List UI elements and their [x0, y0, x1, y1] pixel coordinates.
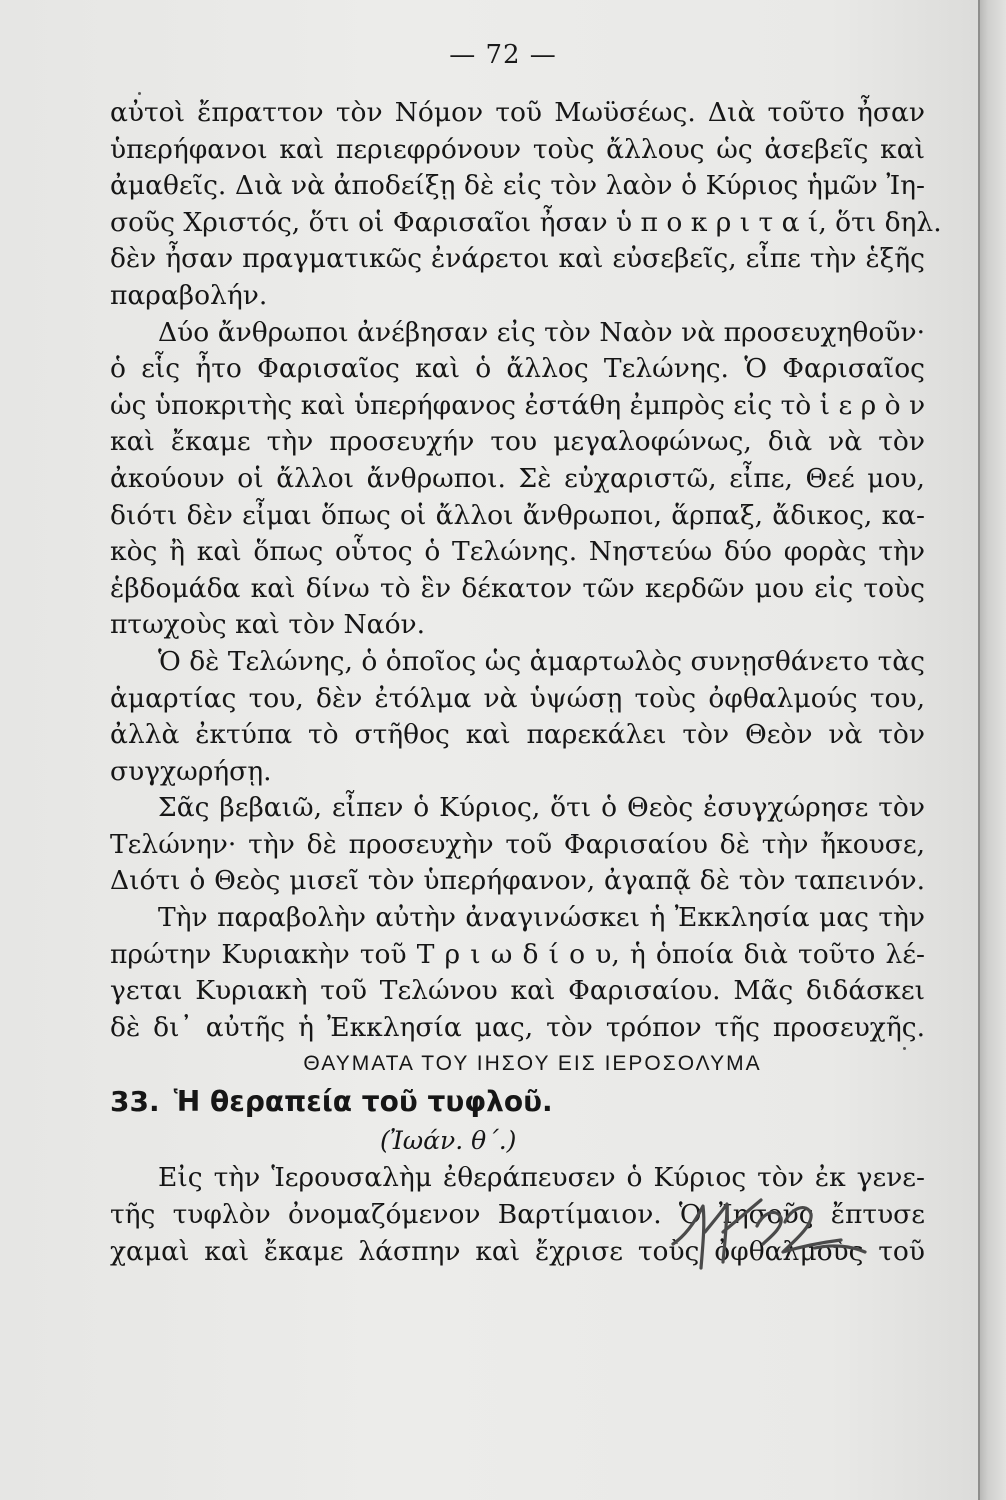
paragraph — [110, 790, 925, 900]
section-number: 33. — [110, 1085, 160, 1119]
handwritten-mark — [665, 1192, 875, 1272]
paragraph — [110, 644, 925, 790]
text-line: δὲ δι᾽ αὐτῆς ἡ Ἐκκλησία μας, τὸν τρόπον τῆς προσευχῆς. — [110, 1011, 925, 1043]
text-line: πτωχοὺς καὶ τὸν Ναόν. — [110, 609, 426, 641]
text-line: Διότι ὁ Θεὸς μισεῖ τὸν ὑπερήφανον, ἀγαπᾷ δὲ τὸν ταπεινόν. — [110, 865, 925, 897]
text-line: Ὁ δὲ Τελώνης, ὁ ὁποῖος ὡς ἁμαρτωλὸς συνῃσθάνετο τὰς — [158, 645, 925, 677]
text-line: Σᾶς βεβαιῶ, εἶπεν ὁ Κύριος, ὅτι ὁ Θεὸς ἐσυγχώρησε τὸν — [158, 792, 925, 824]
text-line: κὸς ἢ καὶ ὅπως οὗτος ὁ Τελώνης. Νηστεύω δύο φορὰς τὴν — [110, 536, 925, 568]
text-line: αὐτοὶ ἔπραττον τὸν Νόμον τοῦ Μωϋσέως. Διὰ τοῦτο ἦσαν — [110, 97, 925, 128]
text-line: Δύο ἄνθρωποι ἀνέβησαν εἰς τὸν Ναὸν νὰ προσευχηθοῦν· — [158, 316, 925, 348]
text-line: Τὴν παραβολὴν αὐτὴν ἀναγινώσκει ἡ Ἐκκλησία μας τὴν — [158, 902, 925, 934]
text-line: παραβολήν. — [110, 279, 268, 311]
text-line: χαμαὶ καὶ ἔκαμε λάσπην καὶ ἔχρισε τοὺς ὀφθαλμοὺς τοῦ — [110, 1235, 925, 1267]
text-line: καὶ ἔκαμε τὴν προσευχήν του μεγαλοφώνως, διὰ νὰ τὸν — [110, 426, 925, 458]
paragraph — [110, 900, 925, 1046]
text-line: ἀμαθεῖς. Διὰ νὰ ἀποδείξῃ δὲ εἰς τὸν λαὸν ὁ Κύριος ἡμῶν Ἰη- — [110, 170, 925, 202]
page-number: — 72 — — [449, 40, 557, 70]
text-line: διότι δὲν εἶμαι ὅπως οἱ ἄλλοι ἄνθρωποι, ἅρπαξ, ἄδικος, κα- — [110, 499, 925, 531]
page-text — [110, 95, 942, 1270]
text-line: τῆς τυφλὸν ὀνομαζόμενον Βαρτίμαιον. Ὁ Ἰησοῦς ἔπτυσε — [110, 1199, 925, 1231]
text-line: γεται Κυριακὴ τοῦ Τελώνου καὶ Φαρισαίου. Μᾶς διδάσκει — [110, 975, 925, 1007]
paper-speck — [903, 1047, 906, 1050]
text-line: συγχωρήσῃ. — [110, 755, 272, 787]
text-line: δὲν ἦσαν πραγματικῶς ἐνάρετοι καὶ εὐσεβεῖς, εἶπε τὴν ἑξῆς — [110, 243, 925, 275]
text-line: Τελώνην· τὴν δὲ προσευχὴν τοῦ Φαρισαίου δὲ τὴν ἤκουσε, — [110, 828, 925, 860]
text-line: πρώτην Κυριακὴν τοῦ Τ ρ ι ω δ ί ο υ, ἡ ὁποία διὰ τοῦτο λέ- — [110, 938, 925, 970]
text-line: ἀκούουν οἱ ἄλλοι ἄνθρωποι. Σὲ εὐχαριστῶ, εἶπε, Θεέ μου, — [110, 462, 925, 494]
text-line: ὡς ὑποκριτὴς καὶ ὑπερήφανος ἐστάθη ἐμπρὸς εἰς τὸ ἱ ε ρ ὸ ν — [110, 389, 926, 421]
paragraph — [110, 315, 925, 644]
text-line: ἑβδομάδα καὶ δίνω τὸ ἓν δέκατον τῶν κερδῶν μου εἰς τοὺς — [110, 572, 925, 604]
text-line: ἀλλὰ ἐκτύπα τὸ στῆθος καὶ παρεκάλει τὸν Θεὸν νὰ τὸν — [110, 719, 925, 751]
section-title: Ἡ θεραπεία τοῦ τυφλοῦ. — [173, 1085, 553, 1119]
text-line: σοῦς Χριστός, ὅτι οἱ Φαρισαῖοι ἦσαν ὑ π ο κ ρ ι τ α ί, ὅτι δηλ. — [110, 206, 942, 238]
paper-speck — [138, 92, 141, 95]
section-heading — [110, 1082, 925, 1122]
paragraph — [110, 95, 942, 315]
section-reference: (Ἰωάν. θ΄.) — [380, 1126, 517, 1156]
text-line: ὁ εἷς ἦτο Φαρισαῖος καὶ ὁ ἄλλος Τελώνης. Ὁ Φαρισαῖος — [110, 353, 925, 385]
page-edge — [978, 0, 1006, 1500]
text-line: ἁμαρτίας του, δὲν ἐτόλμα νὰ ὑψώσῃ τοὺς ὀφθαλμούς του, — [110, 682, 925, 714]
text-line: Εἰς τὴν Ἱερουσαλὴμ ἐθεράπευσεν ὁ Κύριος τὸν ἐκ γενε- — [158, 1162, 925, 1194]
text-line: ὑπερήφανοι καὶ περιεφρόνουν τοὺς ἄλλους ὡς ἀσεβεῖς καὶ — [110, 133, 925, 165]
section-group-title: ΘΑΥΜΑΤΑ ΤΟΥ ΙΗΣΟΥ ΕΙΣ ΙΕΡΟΣΟΛΥΜΑ — [303, 1052, 762, 1076]
